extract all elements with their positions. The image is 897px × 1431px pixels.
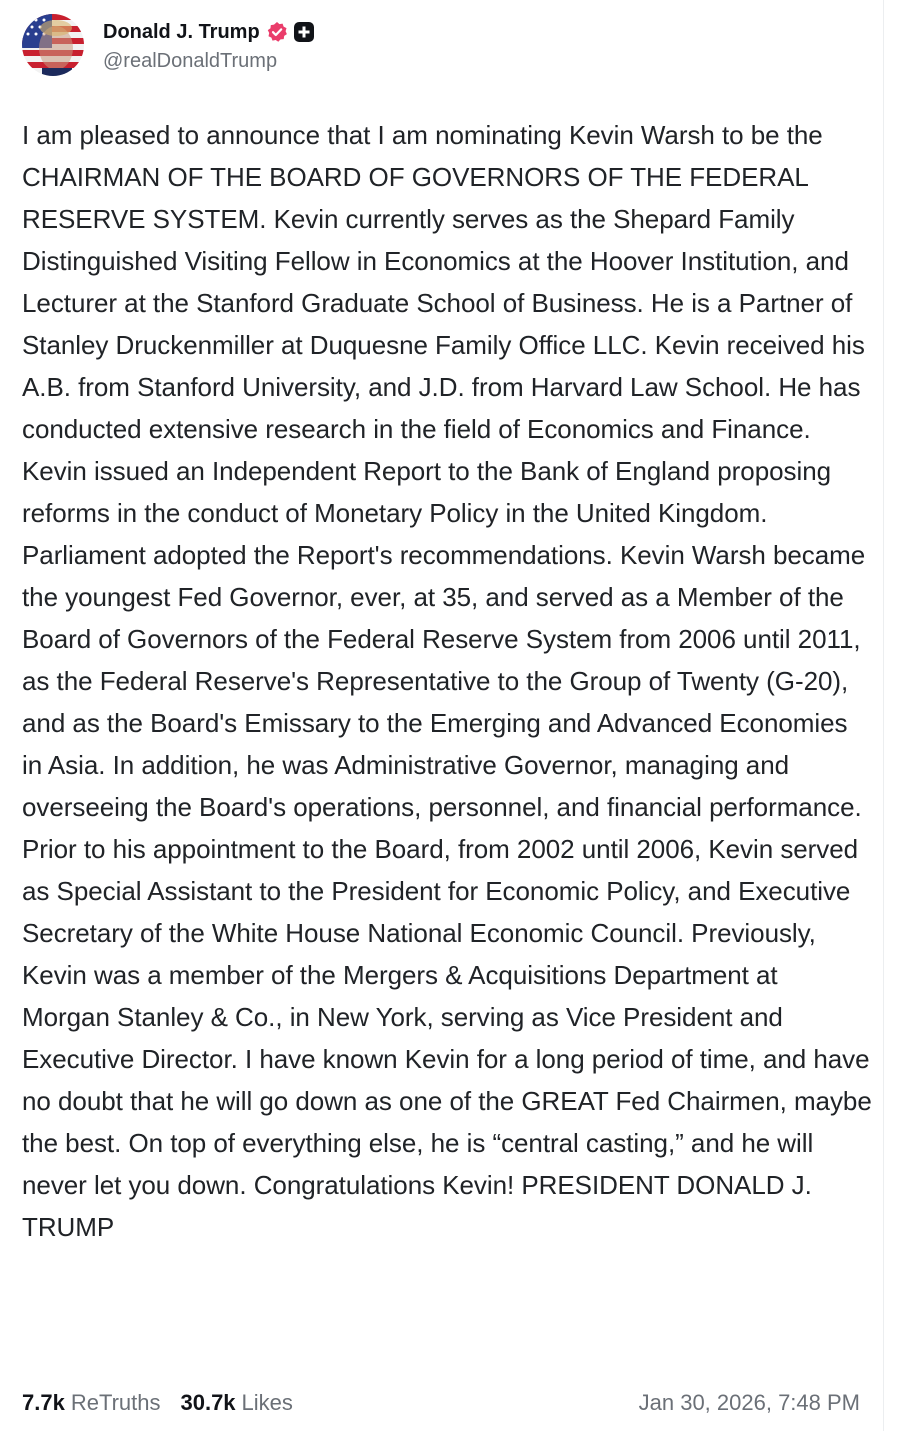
likes-stat[interactable] (180, 1390, 292, 1416)
retruths-count: 7.7k (22, 1390, 65, 1415)
post-text: I am pleased to announce that I am nominating Kevin Warsh to be the CHAIRMAN OF THE BOARD OF GOVERNORS OF THE FEDERAL RESERVE SYSTEM. Kevin currently serves as the Shepard Family Distinguished Visiting Fellow in Economics at the Hoover Institution, and Lecturer at the Stanford Graduate School of Business. He is a Partner of Stanley Druckenmiller at Duquesne Family Office LLC. Kevin received his A.B. from Stanford University, and J.D. from Harvard Law School. He has conducted extensive research in the field of Economics and Finance. Kevin issued an Independent Report to the Bank of England proposing reforms in the conduct of Monetary Policy in the United Kingdom. Parliament adopted the Report's recommendations. Kevin Warsh became the youngest Fed Governor, ever, at 35, and served as a Member of the Board of Governors of the Federal Reserve System from 2006 until 2011, as the Federal Reserve's Representative to the Group of Twenty (G-20), and as the Board's Emissary to the Emerging and Advanced Economies in Asia. In addition, he was Administrative Governor, managing and overseeing the Board's operations, personnel, and financial performance. Prior to his appointment to the Board, from 2002 until 2006, Kevin served as Special Assistant to the President for Economic Policy, and Executive Secretary of the White House National Economic Council. Previously, Kevin was a member of the Mergers & Acquisitions Department at Morgan Stanley & Co., in New York, serving as Vice President and Executive Director. I have known Kevin for a long period of time, and have no doubt that he will go down as one of the GREAT Fed Chairmen, maybe the best. On top of everything else, he is “central casting,” and he will never let you down. Congratulations Kevin! PRESIDENT DONALD J. TRUMP (22, 120, 872, 1242)
verified-badge-icon (266, 21, 288, 43)
author-info (103, 17, 314, 73)
post-header (22, 14, 314, 76)
avatar-image (22, 14, 84, 76)
likes-label: Likes (241, 1390, 293, 1415)
post-timestamp[interactable]: Jan 30, 2026, 7:48 PM (638, 1390, 860, 1415)
post-stats (22, 1386, 860, 1420)
author-handle[interactable]: @realDonaldTrump (103, 50, 278, 72)
likes-count: 30.7k (180, 1390, 236, 1415)
retruths-stat[interactable] (22, 1390, 160, 1416)
author-name-row (103, 17, 314, 47)
retruths-label: ReTruths (70, 1390, 161, 1415)
display-name[interactable]: Donald J. Trump (103, 20, 260, 43)
avatar[interactable] (22, 14, 84, 76)
truth-plus-icon (294, 22, 314, 42)
